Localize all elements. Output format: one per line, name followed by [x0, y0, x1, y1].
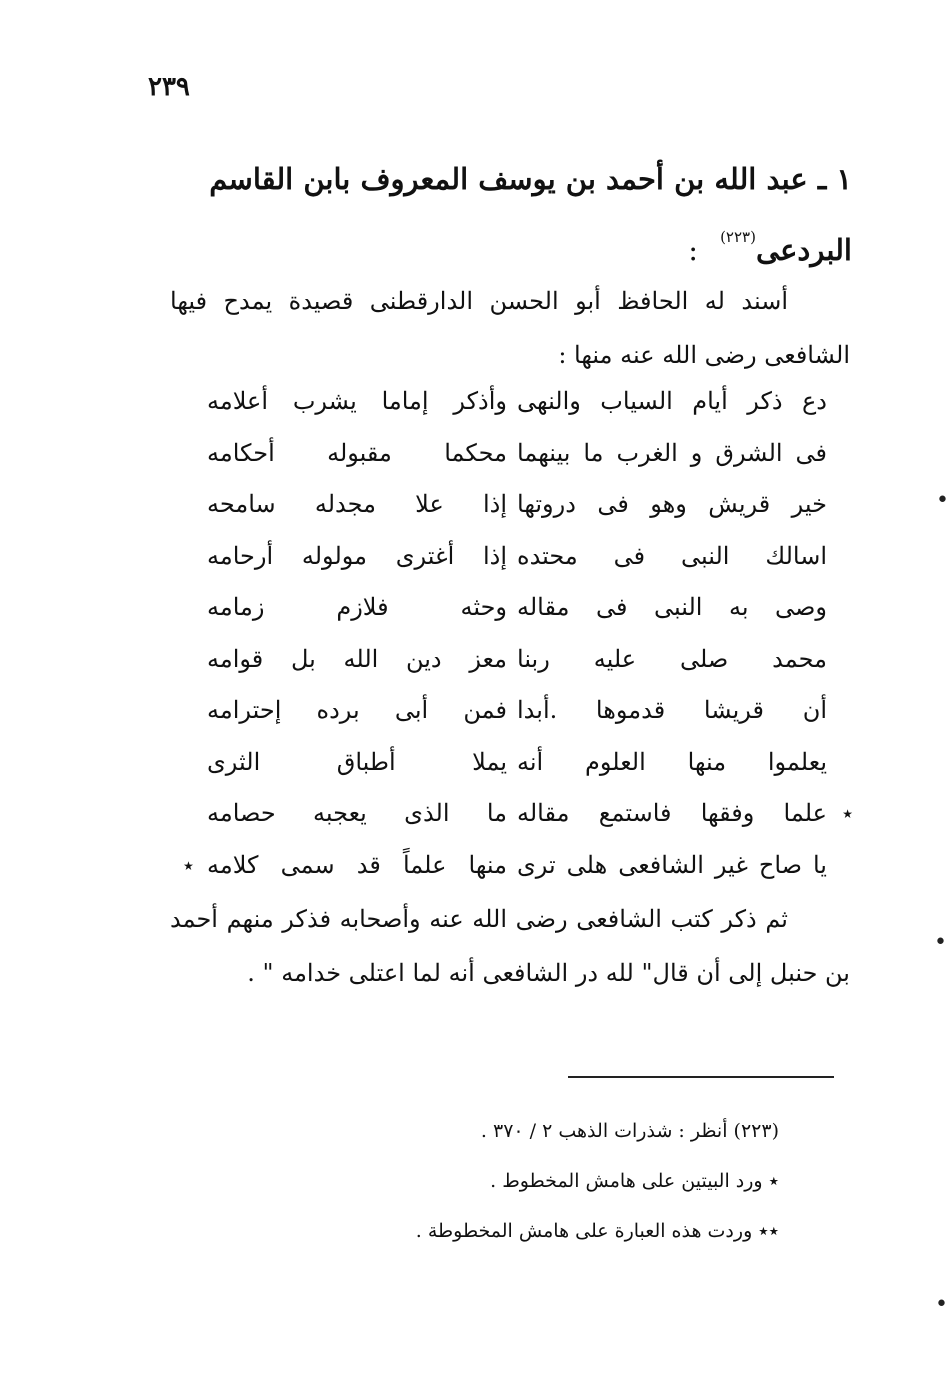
poem-verse — [207, 737, 827, 789]
intro-paragraph: أسند له الحافظ أبو الحسن الدارقطنى قصيدة يمدح فيها الشافعى رضى الله عنه منها : — [170, 287, 850, 369]
verse-second-hemistich: منها علماً قد سمى كلامه — [207, 850, 507, 879]
verse-first-hemistich: اسالك النبى فى محتده — [517, 541, 827, 570]
closing-paragraph: ثم ذكر كتب الشافعى رضى الله عنه وأصحابه فذكر منهم أحمد بن حنبل إلى أن قال" لله در الشافعى أنه لما اعتلى خدامه " . — [170, 905, 850, 987]
verse-second-hemistich: ما الذى يعجبه حصامه — [207, 799, 507, 827]
scan-edge-mark: • — [936, 488, 949, 513]
poem-verse — [207, 479, 827, 531]
footnote: ٭ ورد البيتين على هامش المخطوط . — [490, 1170, 779, 1192]
scan-edge-mark: • — [934, 930, 947, 955]
page-number: ٢٣٩ — [148, 72, 190, 102]
verse-second-hemistich: وحثه فلازم زمامه — [207, 593, 507, 621]
poem-verse — [207, 788, 853, 840]
verse-first-hemistich: يا صاح غير الشافعى هلى ترى — [517, 850, 827, 879]
poem-verse — [207, 582, 827, 634]
verse-first-hemistich: أن قريشا قدموها .أبدا — [517, 696, 827, 724]
verse-second-hemistich: وأذكر إماما يشرب أعلامه — [207, 387, 507, 415]
entry-title-colon: : — [688, 233, 699, 267]
entry-title-name: البردعى — [755, 233, 852, 267]
scan-edge-mark: • — [935, 1292, 948, 1317]
footnote-separator — [568, 1076, 834, 1078]
footnote: (٢٢٣) أنظر : شذرات الذهب ٢ / ٣٧٠ . — [480, 1120, 779, 1142]
poem-verse — [183, 840, 827, 892]
margin-note-star: ٭ — [183, 852, 194, 877]
footnote: ٭٭ وردت هذه العبارة على هامش المخطوطة . — [415, 1220, 779, 1242]
footnotes — [219, 1106, 779, 1256]
verse-first-hemistich: خير قريش وهو فى دروتها — [517, 490, 827, 518]
entry-title-line-2 — [172, 208, 852, 279]
poem-verse — [207, 376, 827, 428]
verse-first-hemistich: علما وفقها فاستمع مقاله — [517, 799, 827, 827]
entry-heading — [172, 150, 852, 279]
poem-verse — [207, 428, 827, 480]
verse-first-hemistich: يعلموا منها العلوم أنه — [517, 747, 827, 776]
verse-second-hemistich: إذا أغترى مولوله أرحامه — [207, 541, 507, 570]
verse-second-hemistich: محكما مقبوله أحكامه — [207, 438, 507, 467]
poem — [183, 376, 853, 891]
verse-first-hemistich: وصى به النبى فى مقاله — [517, 593, 827, 621]
verse-second-hemistich: يملا أطباق الثرى — [207, 747, 507, 776]
poem-verse — [207, 685, 827, 737]
poem-verse — [207, 634, 827, 686]
poem-verse — [207, 531, 827, 583]
verse-first-hemistich: دع ذكر أيام السياب والنهى — [517, 387, 827, 415]
entry-title-line-1: ١ ـ عبد الله بن أحمد بن يوسف المعروف بابن القاسم — [209, 162, 852, 196]
verse-second-hemistich: إذا علا مجدله سامحه — [207, 490, 507, 518]
footnote-reference: (٢٢٣) — [720, 228, 756, 246]
verse-first-hemistich: محمد صلى عليه ربنا — [517, 644, 827, 673]
verse-second-hemistich: معز دين الله بل قوامه — [207, 644, 507, 673]
verse-second-hemistich: فمن أبى برده إحترامه — [207, 696, 507, 724]
verse-first-hemistich: فى الشرق و الغرب ما بينهما — [517, 438, 827, 467]
margin-note-star: ٭ — [842, 801, 853, 825]
